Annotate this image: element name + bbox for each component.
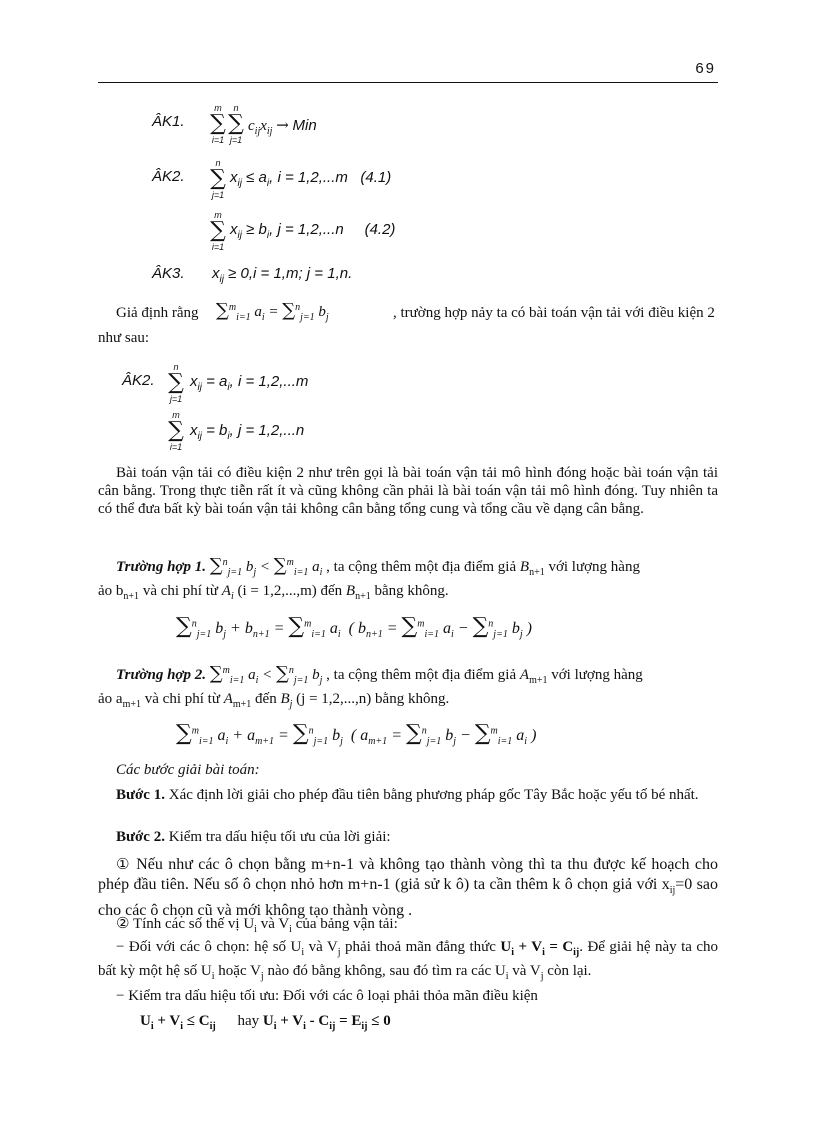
dk2b-sum2: m ∑ i=1 [168, 410, 184, 452]
para2: Bài toán vận tải có điều kiện 2 như trên gọi là bài toán vận tải mô hình đóng hoặc bài toán vận tải cân bằng. Trong thực tiễn rất ít và cũng không cần phải là bài toán vận tải mô hình đóng. Tuy nhiên ta có thể đưa bất kỳ bài toán vận tải không cân bằng tổng cung và tổng cầu về dạng cân bằng. [98, 465, 718, 517]
dk3-expr: $x_{ij} \ge 0,i = 1,m$; j = 1,n. [212, 265, 353, 285]
dk2-line1: $x_{ij} \le a_i$, i = 1,2,...m (4.1) [230, 169, 392, 189]
dk2b-sum1: n ∑ j=1 [168, 362, 184, 404]
para1-pre: Giả định rằng [116, 305, 199, 321]
dk2-label: ÂK2. [152, 168, 185, 185]
dk3-label: ÂK3. [152, 265, 185, 282]
case2-equation: ∑$^m_{i=1}$ $a_i + a_{m+1} = \sum^n_{j=1}$ $b_j$ ( $a_{m+1} = \sum^n_{j=1}$ $b_j - \sum^m_{i=1}$ $a_i$ ) [176, 721, 537, 748]
case1-line2: ảo $b_{n+1}$ và chi phí từ $A_i$ (i = 1,2,...,m) đến $B_{n+1}$ bằng không. [98, 583, 449, 602]
dk2-sum1: n ∑ j=1 [210, 158, 226, 200]
para1-cont: như sau: [98, 330, 150, 346]
case1-equation: ∑$^n_{j=1}$ $b_j + b_{n+1} = \sum^m_{i=1}$ $a_i$ ( $b_{n+1} = \sum^m_{i=1}$ $a_i - \sum^n_{j=1}$ $b_j$ ) [176, 614, 532, 641]
case2-line1: Trường hợp 2. ∑$^m_{i=1}$ $a_i < \sum^n_{j=1}$ $b_j$ , ta cộng thêm một địa điểm giả $A_{m+1}$ với lượng hàng [116, 663, 643, 686]
dk2b-line2: $x_{ij} = b_i$, j = 1,2,...n [190, 422, 305, 442]
dk1-sum2: n ∑ j=1 [228, 103, 244, 145]
dk1-objective: $c_{ij}x_{ij}$ → Min [248, 116, 317, 137]
item2: ② Tính các số thế vị $U_i$ và $V_i$ của bảng vận tải: [116, 914, 398, 935]
case1-line1: Trường hợp 1. ∑$^n_{j=1}$ $b_j < \sum^m_{i=1}$ $a_i$ , ta cộng thêm một địa điểm giả $B_{n+1}$ với lượng hàng [116, 555, 640, 578]
case2-line2: ảo $a_{m+1}$ và chi phí từ $A_{m+1}$ đến $B_j$ (j = 1,2,...,n) bằng không. [98, 691, 450, 710]
header-rule [98, 82, 718, 83]
balance-equation: ∑$^m_{i=1}$ $a_i = \sum^n_{j=1}$ $b_j$ [216, 300, 329, 323]
dk2b-line1: $x_{ij} = a_i$, i = 1,2,...m [190, 373, 309, 393]
dk2-line2: $x_{ij} \ge b_i$, j = 1,2,...n (4.2) [230, 221, 396, 241]
step1: Bước 1. Xác định lời giải cho phép đầu tiên bằng phương pháp gốc Tây Bắc hoặc yếu tố bé nhất. [116, 787, 699, 803]
dk1-label: ÂK1. [152, 113, 185, 130]
bullet1: − Đối với các ô chọn: hệ số $U_i$ và $V_j$ phải thoả mãn đẳng thức $U_i + V_i = C_{ij}$. Để giải hệ này ta cho bất kỳ một hệ số $U_i$ hoặc $V_j$ nào đó bằng không, sau đó tìm ra các $U_i$ và $V_j$ còn lại. [98, 939, 719, 982]
final-condition: $U_i + V_i \le C_{ij}$ hay $U_i + V_i - C_{ij} = E_{ij} \le 0$ [140, 1013, 391, 1032]
dk1-sum1: m ∑ i=1 [210, 103, 226, 145]
item1: ① Nếu như các ô chọn bằng m+n-1 và không tạo thành vòng thì ta thu được kế hoạch cho phép đầu tiên. Nếu số ô chọn nhỏ hơn m+n-1 (giả sử k ô) ta cần thêm k ô chọn giả với $x_{ij}=0$ sao cho các ô chọn cũ và mới không tạo thành vòng . [98, 855, 718, 920]
step2: Bước 2. Kiểm tra dấu hiệu tối ưu của lời giải: [116, 829, 391, 845]
steps-title: Các bước giải bài toán: [116, 762, 260, 778]
bullet2: − Kiểm tra dấu hiệu tối ưu: Đối với các ô loại phải thỏa mãn điều kiện [116, 988, 538, 1004]
para1-post: , trường hợp nảy ta có bài toán vận tải với điều kiện 2 [393, 305, 715, 321]
page-number: 69 [695, 60, 716, 77]
dk2b-label: ÂK2. [122, 372, 155, 389]
dk2-sum2: m ∑ i=1 [210, 210, 226, 252]
